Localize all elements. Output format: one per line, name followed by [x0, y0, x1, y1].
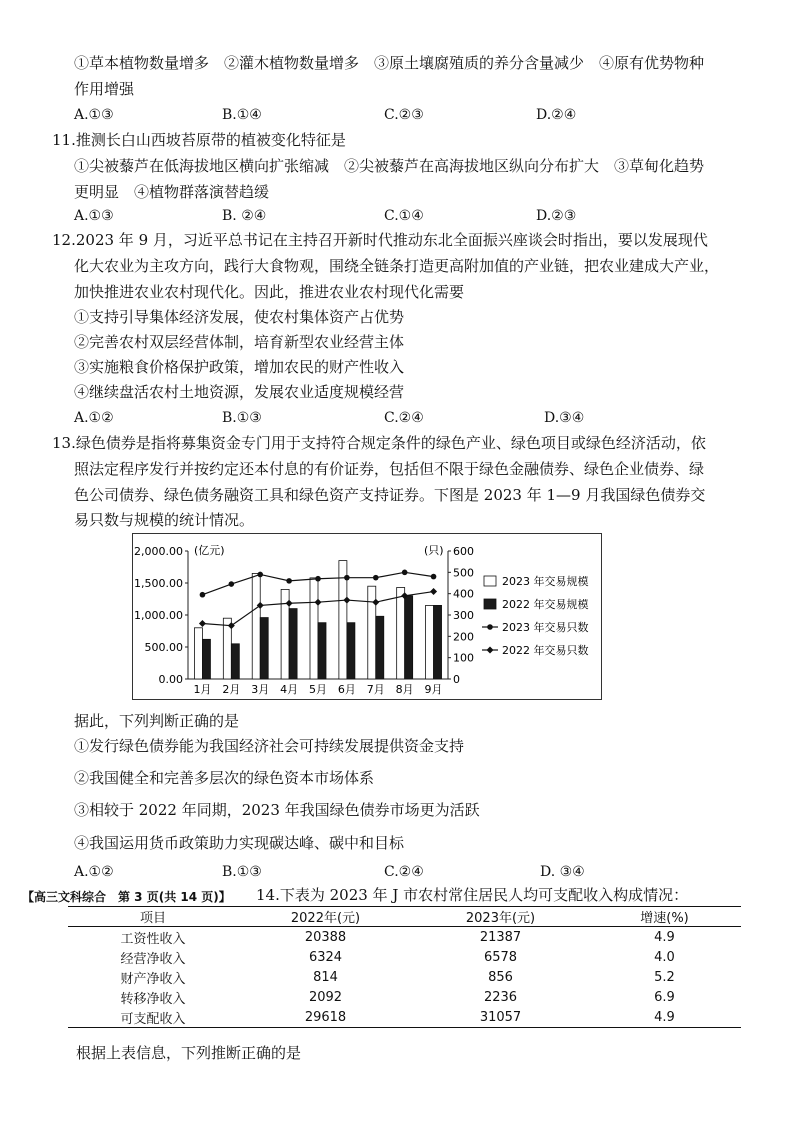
table-cell: 6578 [483, 949, 518, 965]
legend-marker [487, 624, 493, 630]
q10-option-c: C.②③ [384, 107, 424, 123]
table-cell: 2092 [308, 989, 343, 1005]
legend-label: 2023 年交易只数 [502, 621, 589, 634]
q11-options [74, 206, 774, 226]
table-cell: 21387 [479, 929, 522, 945]
table-row [68, 967, 741, 987]
right-tick-label: 500 [453, 566, 474, 580]
legend-label: 2022 年交易只数 [502, 644, 589, 657]
point-2023-count [315, 576, 321, 582]
bar-2023-scale [426, 605, 434, 679]
q11-option-b: B. ②④ [222, 208, 267, 224]
table-cell: 856 [488, 969, 513, 985]
x-category-label: 5月 [309, 683, 327, 696]
q12-statement: ④继续盘活农村土地资源，发展农业适度规模经营 [74, 383, 405, 401]
left-tick-label: 1,000.00 [134, 609, 183, 622]
bar-2023-scale [194, 628, 202, 679]
point-2023-count [286, 578, 292, 584]
x-category-label: 4月 [280, 683, 299, 696]
left-tick-label: 500.00 [144, 641, 183, 654]
x-category-label: 6月 [337, 683, 356, 696]
bar-2022-scale [376, 616, 384, 679]
q13-option-d: D. ③④ [540, 864, 585, 880]
left-tick-label: 1,500.00 [134, 577, 183, 590]
table-header: 增速(%) [588, 907, 741, 927]
bar-2022-scale [202, 639, 210, 679]
table-cell: 2236 [483, 989, 518, 1005]
q12-stem-line-1: 12.2023 年 9 月，习近平总书记在主持召开新时代推动东北全面振兴座谈会时指出，要以发展现代 [52, 231, 708, 249]
right-tick-label: 600 [453, 545, 474, 558]
q12-option-d: D.③④ [544, 410, 585, 426]
table-cell: 4.9 [588, 1007, 741, 1028]
left-tick-label: 2,000.00 [134, 545, 183, 558]
table-header: 2023年(元) [413, 907, 588, 927]
q14-prompt: 根据上表信息，下列推断正确的是 [76, 1044, 302, 1062]
q13-option-b: B.①③ [222, 864, 262, 880]
legend-swatch [484, 576, 496, 586]
x-category-label: 2月 [222, 683, 241, 696]
q12-statement: ①支持引导集体经济发展，使农村集体资产占优势 [74, 308, 405, 326]
page-footer: 【高三文科综合 第 3 页(共 14 页)】 [22, 890, 231, 904]
q13-statement: ④我国运用货币政策助力实现碳达峰、碳中和目标 [74, 834, 405, 852]
point-2023-count [344, 575, 350, 581]
right-tick-label: 300 [453, 609, 474, 622]
q14-stem: 14.下表为 2023 年 J 市农村常住居民人均可支配收入构成情况： [256, 886, 689, 904]
bar-2022-scale [347, 623, 355, 679]
right-tick-label: 200 [453, 630, 474, 644]
q12-stem-line-3: 加快推进农业农村现代化。因此，推进农业农村现代化需要 [74, 283, 465, 301]
table-cell: 6324 [308, 949, 343, 965]
bar-2022-scale [289, 609, 297, 679]
q12-statement: ③实施粮食价格保护政策，增加农民的财产性收入 [74, 358, 405, 376]
q13-prompt: 据此，下列判断正确的是 [74, 712, 240, 730]
right-tick-label: 0 [453, 673, 460, 686]
table-header: 2022年(元) [238, 907, 413, 927]
table-row [68, 927, 741, 948]
q11-stem: 11.推测长白山西坡苔原带的植被变化特征是 [52, 131, 346, 149]
bar-2023-scale [397, 587, 405, 679]
legend-label: 2023 年交易规模 [502, 575, 589, 588]
q13-stem-line-1: 13.绿色债券是指将募集资金专门用于支持符合规定条件的绿色产业、绿色项目或绿色经济活动，依 [52, 434, 706, 452]
right-axis-unit: (只) [424, 544, 444, 557]
q12-options [74, 408, 774, 428]
legend-label: 2022 年交易规模 [502, 598, 589, 611]
x-category-label: 3月 [251, 683, 270, 696]
q11-option-a: A.①③ [74, 208, 114, 224]
q10-option-a: A.①③ [74, 107, 114, 123]
q13-statement: ③相较于 2022 年同期，2023 年我国绿色债券市场更为活跃 [74, 801, 480, 819]
table-row [68, 987, 741, 1007]
point-2023-count [402, 570, 408, 576]
q13-option-c: C.②④ [384, 864, 424, 880]
q12-option-b: B.①③ [222, 410, 262, 426]
table-cell: 经营净收入 [120, 951, 186, 967]
q11-statement-line-1: ①尖被藜芦在低海拔地区横向扩张缩减 ②尖被藜芦在高海拔地区纵向分布扩大 ③草甸化趋势 [74, 157, 705, 175]
q12-option-c: C.②④ [384, 410, 424, 426]
q13-stem-line-3: 色公司债券、绿色债务融资工具和绿色资产支持证券。下图是 2023 年 1—9 月我国绿色债券交 [74, 486, 706, 504]
table-cell: 29618 [238, 1007, 413, 1028]
table-cell: 可支配收入 [68, 1007, 238, 1028]
q11-statement-line-2: 更明显 ④植物群落演替趋缓 [74, 183, 270, 201]
table-cell: 财产净收入 [120, 971, 186, 987]
table-header-row [68, 907, 741, 927]
table-cell: 5.2 [654, 969, 675, 985]
q13-stem-line-2: 照法定程序发行并按约定还本付息的有价证券，包括但不限于绿色金融债券、绿色企业债券、绿 [74, 460, 705, 478]
point-2023-count [431, 574, 437, 580]
table-cell: 4.0 [654, 949, 675, 965]
q13-statement: ②我国健全和完善多层次的绿色资本市场体系 [74, 769, 375, 787]
table-cell: 20388 [304, 929, 347, 945]
table-cell: 814 [313, 969, 338, 985]
table-cell: 转移净收入 [120, 991, 186, 1007]
q11-option-d: D.②③ [536, 208, 577, 224]
q13-options [74, 862, 774, 882]
bar-2023-scale [252, 573, 260, 679]
q13-stem-line-4: 易只数与规模的统计情况。 [74, 511, 255, 529]
right-tick-label: 400 [453, 587, 474, 601]
table-row [68, 1007, 741, 1028]
table-cell: 工资性收入 [120, 931, 186, 947]
point-2023-count [373, 575, 379, 581]
legend-swatch [484, 599, 496, 609]
q10-statement-line-1: ①草本植物数量增多 ②灌木植物数量增多 ③原土壤腐殖质的养分含量减少 ④原有优势物种 [74, 54, 705, 72]
q10-statement-line-2: 作用增强 [74, 80, 135, 98]
q12-option-a: A.①② [74, 410, 114, 426]
table-cell: 4.9 [654, 929, 675, 945]
point-2023-count [200, 592, 206, 598]
x-category-label: 7月 [366, 683, 385, 696]
q10-option-d: D.②④ [536, 107, 577, 123]
bar-2022-scale [318, 623, 326, 679]
income-table [68, 906, 741, 1028]
left-axis-unit: (亿元) [194, 544, 225, 557]
bar-2022-scale [231, 644, 239, 679]
q10-options [74, 105, 774, 125]
q13-option-a: A.①② [74, 864, 114, 880]
q12-stem-line-2: 化大农业为主攻方向，践行大食物观，围绕全链条打造更高附加值的产业链，把农业建成大产业， [74, 257, 720, 275]
x-category-label: 9月 [424, 683, 443, 696]
point-2023-count [229, 581, 235, 587]
green-bond-chart [132, 533, 602, 700]
q10-option-b: B.①④ [222, 107, 262, 123]
left-tick-label: 0.00 [158, 673, 183, 686]
q12-statement: ②完善农村双层经营体制，培育新型农业经营主体 [74, 333, 405, 351]
x-category-label: 1月 [193, 683, 212, 696]
table-cell: 6.9 [654, 989, 675, 1005]
x-category-label: 8月 [395, 683, 414, 696]
q13-statement: ①发行绿色债券能为我国经济社会可持续发展提供资金支持 [74, 737, 465, 755]
bar-2022-scale [260, 618, 268, 679]
right-tick-label: 100 [453, 651, 474, 665]
table-cell: 31057 [413, 1007, 588, 1028]
bar-2023-scale [310, 578, 318, 679]
table-row [68, 947, 741, 967]
bar-2022-scale [434, 605, 442, 679]
bar-2022-scale [405, 596, 413, 679]
q11-option-c: C.①④ [384, 208, 424, 224]
point-2023-count [257, 572, 263, 578]
table-header: 项目 [68, 907, 238, 927]
